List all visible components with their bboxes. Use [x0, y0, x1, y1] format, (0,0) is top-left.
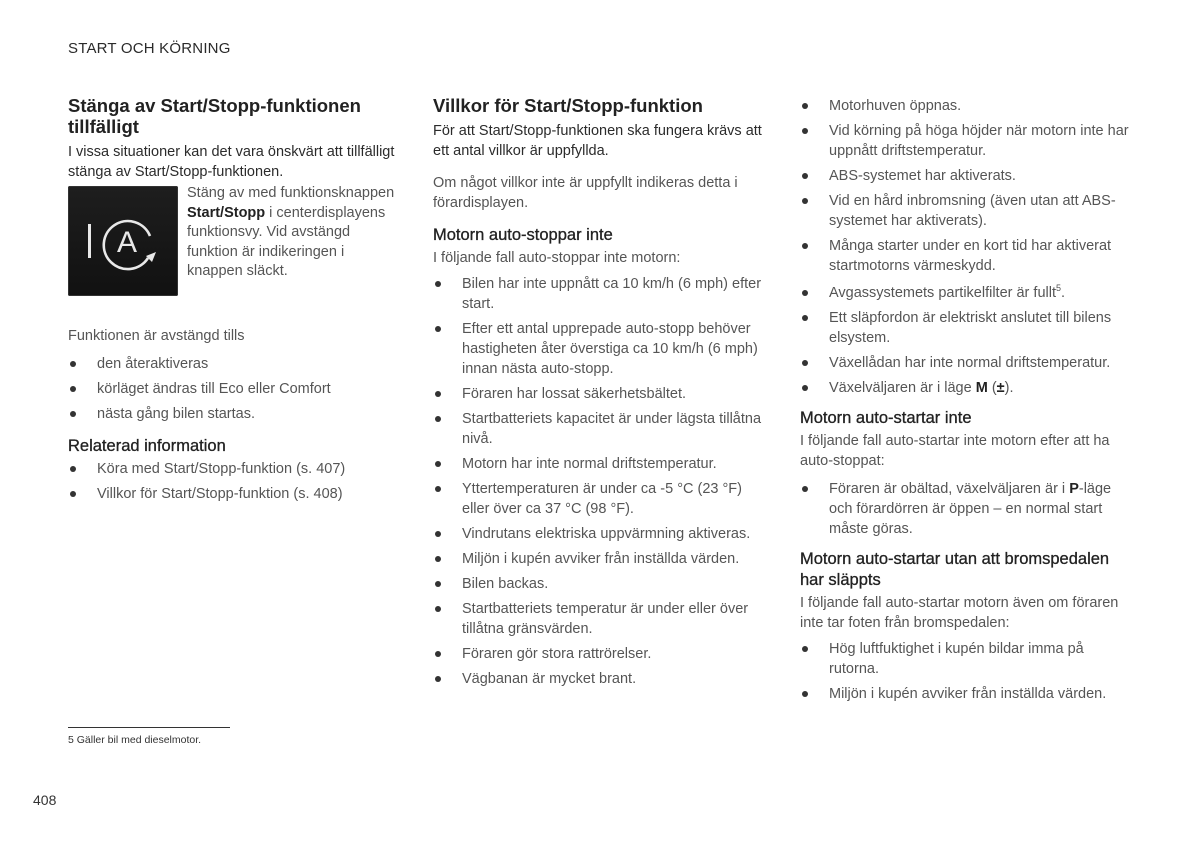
list-item: Växelväljaren är i läge M (±). — [800, 378, 1135, 398]
related-list — [68, 459, 398, 504]
list-item: körläget ändras till Eco eller Comfort — [68, 379, 398, 399]
auto-start-brake-list — [800, 639, 1135, 704]
column-right — [800, 96, 1135, 709]
off-until-text: Funktionen är avstängd tills — [68, 328, 245, 344]
page-number: 408 — [33, 792, 57, 808]
related-info-heading: Relaterad information — [68, 437, 226, 455]
column-middle — [433, 95, 768, 694]
list-item: Föraren är obältad, växelväljaren är i P-läge och förardörren är öppen – en normal start måste göras. — [800, 479, 1135, 539]
list-item: Startbatteriets kapacitet är under lägsta tillåtna nivå. — [433, 409, 768, 449]
list-item: Vid en hård inbromsning (även utan att ABS-systemet har aktiverats). — [800, 191, 1135, 231]
list-item: Miljön i kupén avviker från inställda värden. — [433, 549, 768, 569]
section-header: START OCH KÖRNING — [68, 40, 231, 57]
footnote: 5 Gäller bil med dieselmotor. — [68, 734, 202, 746]
list-item: Yttertemperaturen är under ca -5 °C (23 °F) eller över ca 37 °C (98 °F). — [433, 479, 768, 519]
list-item: Växellådan har inte normal driftstemperatur. — [800, 353, 1135, 373]
list-item: Hög luftfuktighet i kupén bildar imma på rutorna. — [800, 639, 1135, 679]
list-item: Motorn har inte normal driftstemperatur. — [433, 454, 768, 474]
list-item: Många starter under en kort tid har aktiverat startmotorns värmeskydd. — [800, 236, 1135, 276]
icon-letter: A — [116, 226, 138, 259]
list-item: Avgassystemets partikelfilter är fullt$^5$. — [800, 281, 1135, 303]
conditions-intro: För att Start/Stopp-funktionen ska fungera krävs att ett antal villkor är uppfyllda. — [433, 123, 762, 159]
related-link[interactable]: Villkor för Start/Stopp-funktion (s. 408) — [68, 484, 398, 504]
conditions-note: Om något villkor inte är uppfyllt indikeras detta i förardisplayen. — [433, 175, 738, 211]
list-item: Vindrutans elektriska uppvärmning aktiveras. — [433, 524, 768, 544]
no-auto-start-intro: I följande fall auto-startar inte motorn efter att ha auto-stoppat: — [800, 433, 1110, 469]
heading-disable-start-stop: Stänga av Start/Stopp-funktionen tillfälligt — [68, 95, 361, 137]
list-item: ABS-systemet har aktiverats. — [800, 166, 1135, 186]
list-item: Startbatteriets temperatur är under eller över tillåtna gränsvärden. — [433, 599, 768, 639]
no-auto-stop-intro: I följande fall auto-stoppar inte motorn: — [433, 250, 681, 266]
list-item: Bilen backas. — [433, 574, 768, 594]
list-item: Efter ett antal upprepade auto-stopp behöver hastigheten åter överstiga ca 10 km/h (6 mph) innan nästa auto-stopp. — [433, 319, 768, 379]
icon-description: Stäng av med funktionsknappen Start/Stopp i centerdisplayens funktionsvy. Vid avstängd funktion är indikeringen i knappen släckt. — [187, 185, 395, 279]
no-auto-stop-list-cont — [800, 96, 1135, 398]
column-left — [68, 95, 398, 509]
list-item: Bilen har inte uppnått ca 10 km/h (6 mph) efter start. — [433, 274, 768, 314]
no-auto-stop-list — [433, 274, 768, 689]
list-item: Föraren har lossat säkerhetsbältet. — [433, 384, 768, 404]
footnote-divider — [68, 727, 230, 728]
no-auto-start-list — [800, 479, 1135, 539]
list-item: Miljön i kupén avviker från inställda värden. — [800, 684, 1135, 704]
list-item: nästa gång bilen startas. — [68, 404, 398, 424]
list-item: Ett släpfordon är elektriskt anslutet till bilens elsystem. — [800, 308, 1135, 348]
list-item: den återaktiveras — [68, 354, 398, 374]
no-auto-start-heading: Motorn auto-startar inte — [800, 409, 972, 427]
auto-start-brake-heading: Motorn auto-startar utan att bromspedalen har släppts — [800, 550, 1110, 589]
auto-start-stop-icon — [68, 186, 178, 296]
related-link[interactable]: Köra med Start/Stopp-funktion (s. 407) — [68, 459, 398, 479]
off-until-list — [68, 354, 398, 424]
intro-paragraph: I vissa situationer kan det vara önskvärt att tillfälligt stänga av Start/Stopp-funktionen. — [68, 144, 395, 180]
list-item: Vid körning på höga höjder när motorn inte har uppnått driftstemperatur. — [800, 121, 1135, 161]
list-item: Motorhuven öppnas. — [800, 96, 1135, 116]
start-stop-label: Start/Stopp — [187, 204, 266, 221]
list-item: Vägbanan är mycket brant. — [433, 669, 768, 689]
no-auto-stop-heading: Motorn auto-stoppar inte — [433, 226, 613, 244]
auto-start-brake-intro: I följande fall auto-startar motorn även om föraren inte tar foten från bromspedalen: — [800, 595, 1119, 631]
list-item: Föraren gör stora rattrörelser. — [433, 644, 768, 664]
heading-conditions: Villkor för Start/Stopp-funktion — [433, 95, 703, 116]
footnote-ref: 5 — [1055, 283, 1061, 294]
